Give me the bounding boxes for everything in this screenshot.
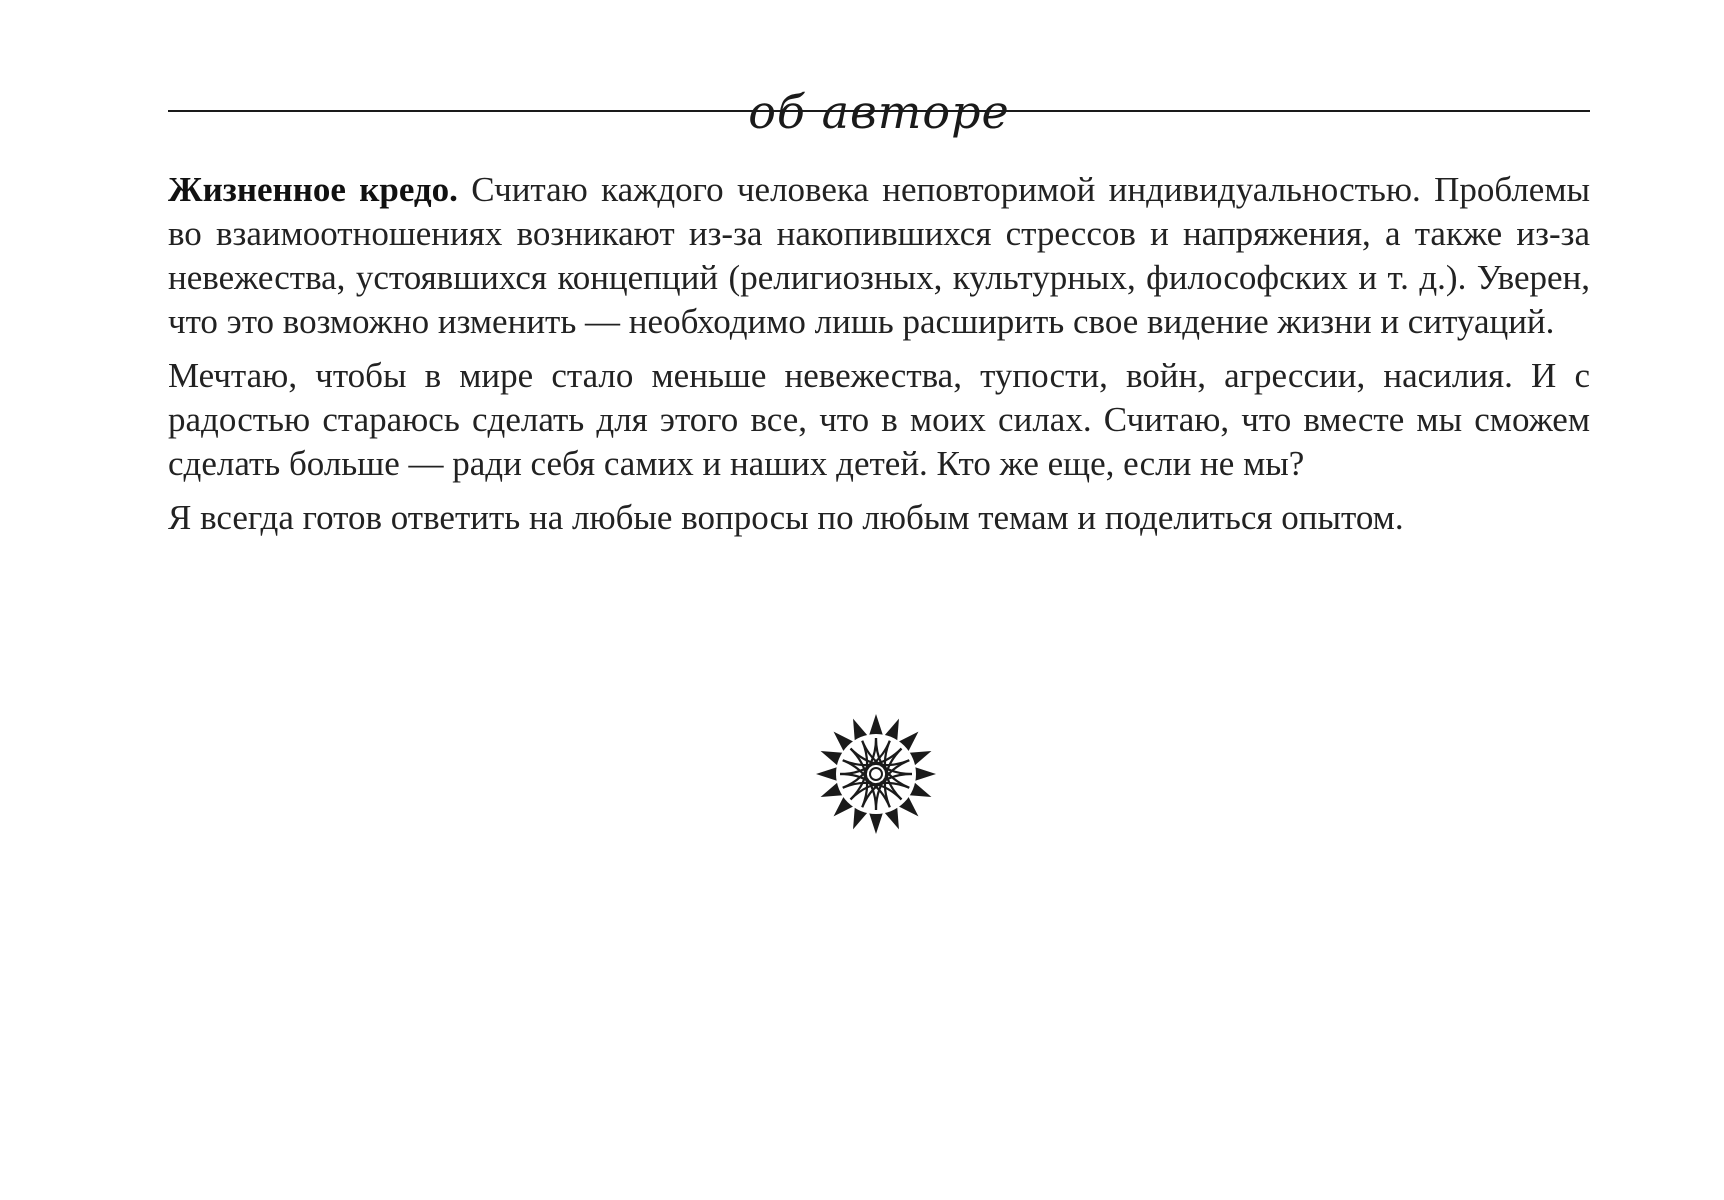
section-header [168,80,1590,160]
mandala-ornament-icon [814,712,938,836]
paragraph-ready: Я всегда готов ответить на любые вопросы по любым темам и поделиться опытом. [168,498,1404,537]
ornament-ray [913,767,936,782]
ornament-ray [869,811,884,834]
paragraph-lead: Жизненное кредо. [168,170,458,209]
paragraph-text: Считаю каждого человека неповторимой индивидуальностью. Проблемы во взаимоотношениях возникают из-за накопившихся стрессов и напряжения, а также из-за невежества, устоявшихся концепций (религиозных, культурных, философских и т. д.). Уверен, что это возможно изменить — необходимо лишь расширить свое видение жизни и ситуаций. [168,170,1590,341]
body-text [168,168,1590,540]
section-title: об авторе [748,85,1010,139]
page-content [168,80,1590,550]
paragraph-credo [168,168,1590,344]
paragraph-dream: Мечтаю, чтобы в мире стало меньше невежества, тупости, войн, агрессии, насилия. И с радостью стараюсь сделать для этого все, что в моих силах. Считаю, что вместе мы сможем сделать больше — ради себя самих и наших детей. Кто же еще, если не мы? [168,356,1590,483]
ornament-ray [816,767,839,782]
ornament-ray [869,714,884,737]
